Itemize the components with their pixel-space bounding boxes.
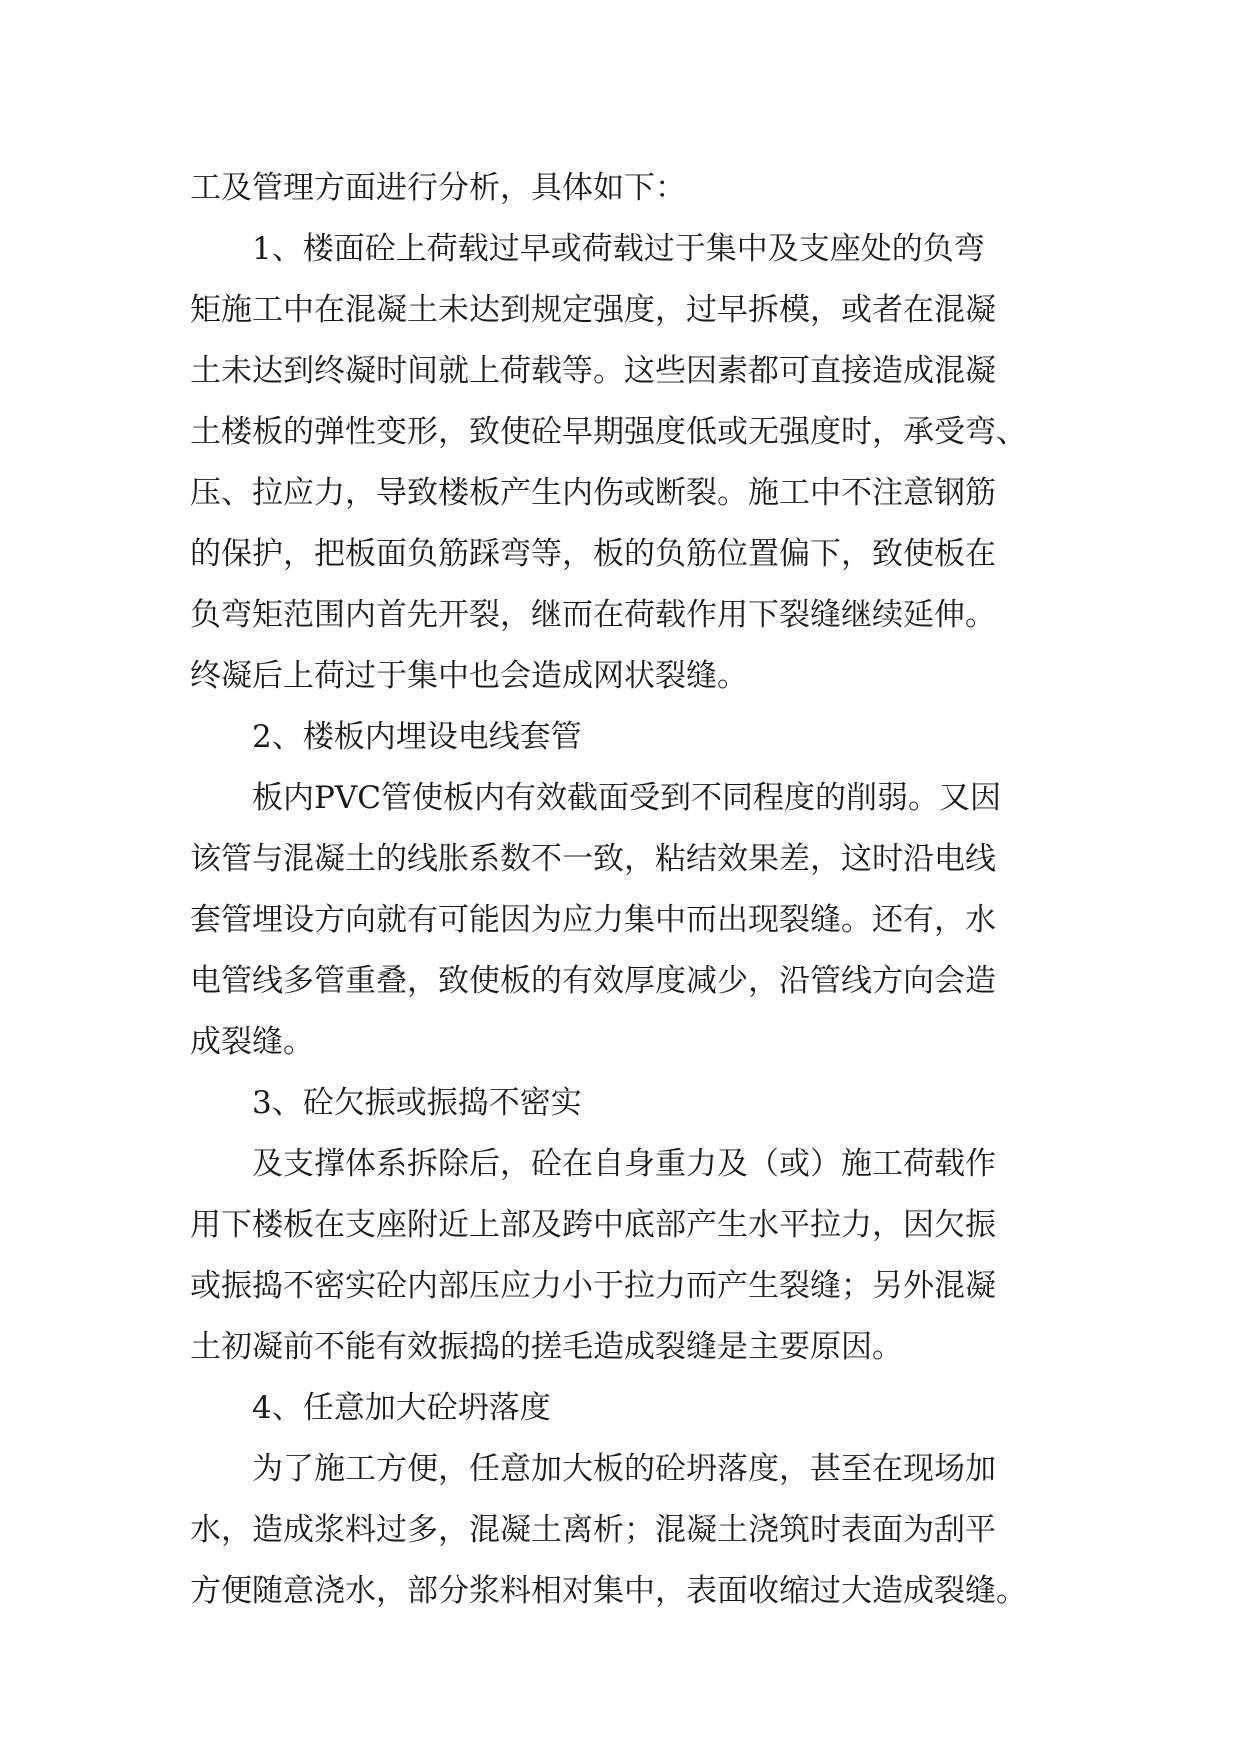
text-line: 水，造成浆料过多，混凝土离析；混凝土浇筑时表面为刮平 <box>190 1512 996 1548</box>
text-line: 矩施工中在混凝土未达到规定强度，过早拆模，或者在混凝 <box>190 292 996 328</box>
text-line: 该管与混凝土的线胀系数不一致，粘结效果差，这时沿电线 <box>190 841 996 877</box>
text-line: 负弯矩范围内首先开裂，继而在荷载作用下裂缝继续延伸。 <box>190 597 996 633</box>
text-line: 及支撑体系拆除后，砼在自身重力及（或）施工荷载作 <box>252 1146 996 1182</box>
text-line: 用下楼板在支座附近上部及跨中底部产生水平拉力，因欠振 <box>190 1207 996 1243</box>
text-line: 板内PVC管使板内有效截面受到不同程度的削弱。又因 <box>252 780 1001 816</box>
text-line: 土未达到终凝时间就上荷载等。这些因素都可直接造成混凝 <box>190 353 996 389</box>
text-line: 成裂缝。 <box>190 1024 314 1060</box>
text-line: 为了施工方便，任意加大板的砼坍落度，甚至在现场加 <box>252 1451 996 1487</box>
text-line: 套管埋设方向就有可能因为应力集中而出现裂缝。还有，水 <box>190 902 996 938</box>
text-line: 电管线多管重叠，致使板的有效厚度减少，沿管线方向会造 <box>190 963 996 999</box>
text-line: 或振捣不密实砼内部压应力小于拉力而产生裂缝；另外混凝 <box>190 1268 996 1304</box>
text-line: 压、拉应力，导致楼板产生内伤或断裂。施工中不注意钢筋 <box>190 475 996 511</box>
text-line: 工及管理方面进行分析，具体如下： <box>190 170 686 206</box>
text-line: 土初凝前不能有效振捣的搓毛造成裂缝是主要原因。 <box>190 1329 903 1365</box>
section-heading: 4、任意加大砼坍落度 <box>252 1390 551 1426</box>
text-line: 1、楼面砼上荷载过早或荷载过于集中及支座处的负弯 <box>252 231 985 267</box>
text-line: 土楼板的弹性变形，致使砼早期强度低或无强度时，承受弯、 <box>190 414 1027 450</box>
text-line: 的保护，把板面负筋踩弯等，板的负筋位置偏下，致使板在 <box>190 536 996 572</box>
section-heading: 3、砼欠振或振捣不密实 <box>252 1085 582 1121</box>
text-line: 方便随意浇水，部分浆料相对集中，表面收缩过大造成裂缝。 <box>190 1573 1027 1609</box>
text-line: 终凝后上荷过于集中也会造成网状裂缝。 <box>190 658 748 694</box>
section-heading: 2、楼板内埋设电线套管 <box>252 719 582 755</box>
body-text <box>190 158 1060 1622</box>
